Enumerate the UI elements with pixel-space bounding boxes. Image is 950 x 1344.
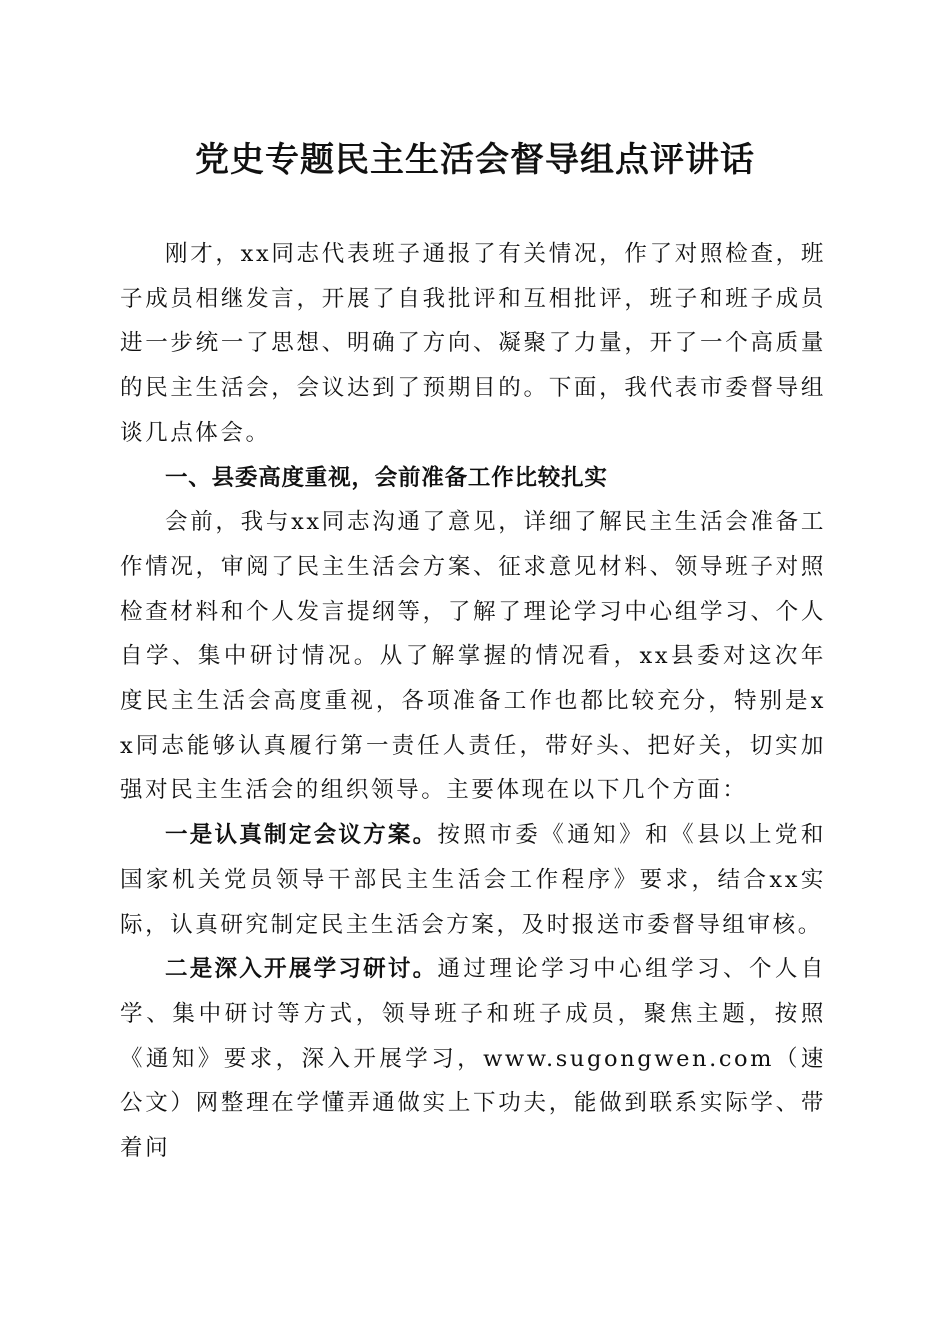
point-1-lead: 一是认真制定会议方案。 <box>165 822 438 849</box>
point-2-text: 通过理论学习中心组学习、个人自学、集中研讨等方式，领导班子和班子成员，聚焦主题，按照《通知》要求，深入开展学习，www.sugongwen.com（速公文）网整理在学懂弄通做实上下功夫，能做到联系实际学、带着问 <box>120 956 826 1162</box>
document-title: 党史专题民主生活会督导组点评讲话 <box>195 140 755 180</box>
paragraph-point-1 <box>120 813 826 947</box>
paragraph-intro: 刚才，xx同志代表班子通报了有关情况，作了对照检查，班子成员相继发言，开展了自我批评和互相批评，班子和班子成员进一步统一了思想、明确了方向、凝聚了力量，开了一个高质量的民主生活会，会议达到了预期目的。下面，我代表市委督导组谈几点体会。 <box>120 241 826 446</box>
point-2-lead: 二是深入开展学习研讨。 <box>165 956 438 983</box>
paragraph-point-2 <box>120 947 826 1171</box>
point-1-text: 按照市委《通知》和《县以上党和国家机关党员领导干部民主生活会工作程序》要求，结合xx实际，认真研究制定民主生活会方案，及时报送市委督导组审核。 <box>120 822 826 938</box>
paragraph-preparation: 会前，我与xx同志沟通了意见，详细了解民主生活会准备工作情况，审阅了民主生活会方案、征求意见材料、领导班子对照检查材料和个人发言提纲等，了解了理论学习中心组学习、个人自学、集中研讨情况。从了解掌握的情况看，xx县委对这次年度民主生活会高度重视，各项准备工作也都比较充分，特别是xx同志能够认真履行第一责任人责任，带好头、把好关，切实加强对民主生活会的组织领导。主要体现在以下几个方面： <box>120 509 826 804</box>
section-heading-1: 一、县委高度重视，会前准备工作比较扎实 <box>165 464 608 491</box>
document-body <box>120 232 826 1171</box>
